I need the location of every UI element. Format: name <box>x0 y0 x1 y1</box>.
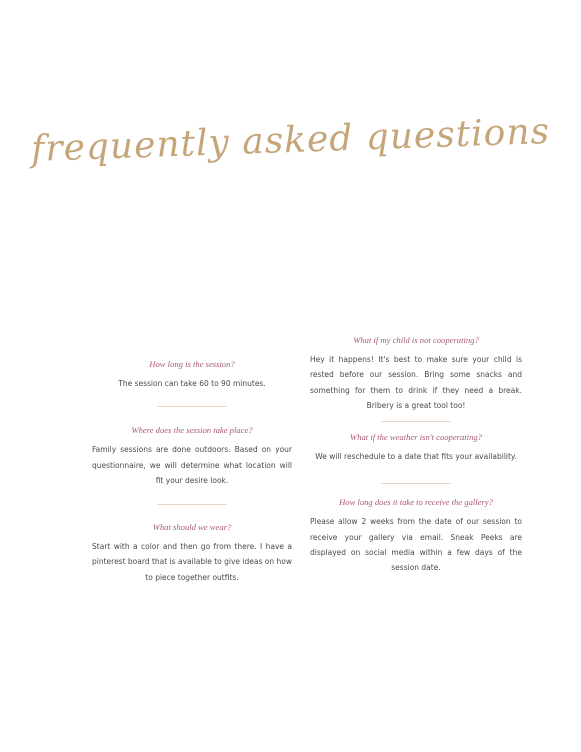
faq-question: What if the weather isn't cooperating? <box>350 432 482 443</box>
faq-column-right <box>310 334 522 576</box>
faq-item <box>310 431 522 464</box>
faq-question: What should we wear? <box>152 522 232 533</box>
faq-item <box>92 358 292 391</box>
faq-answer: Family sessions are done outdoors. Based on your questionnaire, we will determine what location will fit your desire look. <box>92 445 292 485</box>
faq-divider <box>157 504 227 505</box>
faq-column-left <box>92 358 292 585</box>
faq-question: How long is the session? <box>149 359 235 369</box>
faq-item <box>310 334 522 413</box>
faq-divider <box>381 421 451 422</box>
faq-answer: Please allow 2 weeks from the date of our session to receive your gallery via email. Sneak Peeks are displayed on social media within a few days of the session date. <box>310 517 522 573</box>
faq-answer: The session can take 60 to 90 minutes. <box>118 379 266 388</box>
faq-question: How long does it take to receive the gallery? <box>339 497 493 508</box>
faq-answer: Hey it happens! It's best to make sure your child is rested before our session. Bring some snacks and something for them to drink if they need a break. Bribery is a great tool too! <box>310 355 522 410</box>
faq-question: Where does the session take place? <box>131 425 253 436</box>
faq-question: What if my child is not cooperating? <box>353 335 479 345</box>
faq-answer: We will reschedule to a date that fits your availability. <box>315 452 517 462</box>
faq-divider <box>157 406 227 407</box>
faq-answer: Start with a color and then go from there. I have a pinterest board that is available to give ideas on how to piece together outfits. <box>92 542 292 582</box>
faq-item <box>92 424 292 488</box>
faq-divider <box>381 483 451 484</box>
faq-item <box>310 496 522 575</box>
page-title: frequently asked questions <box>30 110 551 171</box>
faq-item <box>92 521 292 585</box>
